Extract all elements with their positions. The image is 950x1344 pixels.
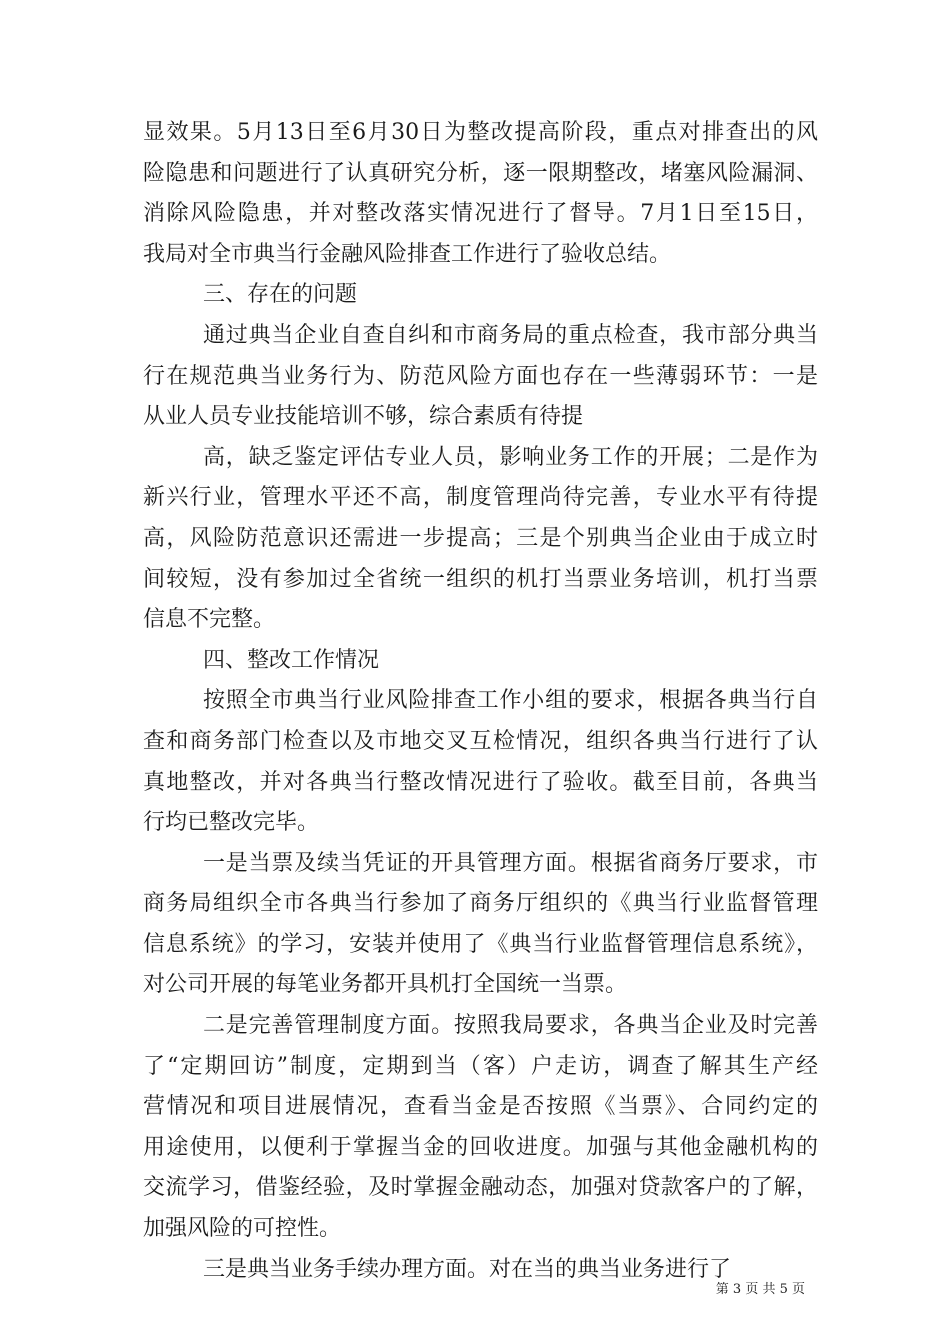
text-line: 营情况和项目进展情况，查看当金是否按照《当票》、合同约定的 (143, 1094, 818, 1120)
text-line: 查和商务部门检查以及市地交叉互检情况，组织各典当行进行了认 (143, 728, 818, 754)
text-line: 了“定期回访”制度，定期到当（客）户走访，调查了解其生产经 (143, 1053, 818, 1079)
text-line: 从业人员专业技能培训不够，综合素质有待提 (143, 404, 584, 430)
text-line: 高，风险防范意识还需进一步提高；三是个别典当企业由于成立时 (143, 525, 818, 551)
text-line: 三、存在的问题 (203, 282, 358, 308)
text-line: 二是完善管理制度方面。按照我局要求，各典当企业及时完善 (203, 1013, 818, 1039)
document-body (143, 113, 818, 1290)
text-line: 显效果。5月13日至6月30日为整改提高阶段，重点对排查出的风 (143, 120, 818, 145)
text-line: 高，缺乏鉴定评估专业人员，影响业务工作的开展；二是作为 (203, 444, 818, 470)
text-line: 对公司开展的每笔业务都开具机打全国统一当票。 (143, 972, 628, 998)
text-line: 交流学习，借鉴经验，及时掌握金融动态，加强对贷款客户的了解， (143, 1175, 818, 1201)
text-line: 三是典当业务手续办理方面。对在当的典当业务进行了 (203, 1256, 732, 1282)
text-line: 一是当票及续当凭证的开具管理方面。根据省商务厅要求，市 (203, 850, 818, 876)
text-line: 险隐患和问题进行了认真研究分析，逐一限期整改，堵塞风险漏洞、 (143, 160, 818, 186)
text-line: 信息不完整。 (143, 607, 276, 633)
text-line: 信息系统》的学习，安装并使用了《典当行业监督管理信息系统》， (143, 931, 818, 957)
text-line: 真地整改，并对各典当行整改情况进行了验收。截至目前，各典当 (143, 769, 818, 795)
text-line: 我局对全市典当行金融风险排查工作进行了验收总结。 (143, 241, 672, 267)
text-line: 间较短，没有参加过全省统一组织的机打当票业务培训，机打当票 (143, 566, 818, 592)
text-line: 商务局组织全市各典当行参加了商务厅组织的《典当行业监督管理 (143, 891, 818, 917)
text-line: 行在规范典当业务行为、防范风险方面也存在一些薄弱环节：一是 (143, 363, 818, 389)
page-number: 第 3 页 共 5 页 (715, 1282, 805, 1297)
text-line: 行均已整改完毕。 (143, 810, 320, 836)
text-line: 通过典当企业自查自纠和市商务局的重点检查，我市部分典当 (203, 322, 818, 348)
text-line: 四、整改工作情况 (203, 647, 380, 673)
text-line: 按照全市典当行业风险排查工作小组的要求，根据各典当行自 (203, 688, 818, 714)
text-line: 新兴行业，管理水平还不高，制度管理尚待完善，专业水平有待提 (143, 485, 818, 511)
text-line: 用途使用，以便利于掌握当金的回收进度。加强与其他金融机构的 (143, 1134, 818, 1160)
text-line: 消除风险隐患，并对整改落实情况进行了督导。7月1日至15日， (143, 201, 818, 227)
text-line: 加强风险的可控性。 (143, 1216, 342, 1242)
